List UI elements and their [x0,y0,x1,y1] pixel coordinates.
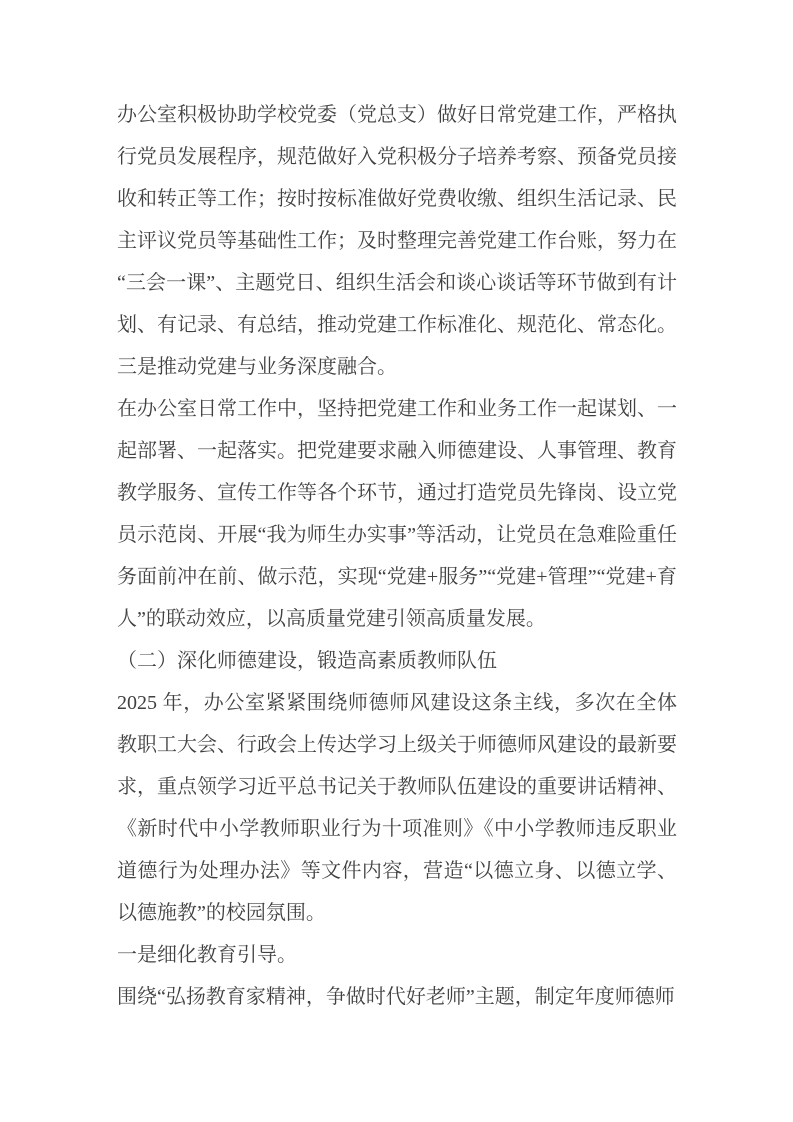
paragraph-section-heading-two: （二）深化师德建设，锻造高素质教师队伍 [117,650,497,672]
document-text-block [117,94,677,1018]
paragraph-educator-spirit-truncated: 围绕“弘扬教育家精神，争做时代好老师”主题，制定年度师德师 [117,986,675,1008]
paragraph-heading-third-point: 三是推动党建与业务深度融合。 [117,356,397,378]
paragraph-party-routine-work: 办公室积极协助学校党委（党总支）做好日常党建工作，严格执行党员发展程序，规范做好入党积极分子培养考察、预备党员接收和转正等工作；按时按标准做好党费收缴、组织生活记录、民主评议党员等基础性工作；及时整理完善党建工作台账，努力在“三会一课”、主题党日、组织生活会和谈心谈话等环节做到有计划、有记录、有总结，推动党建工作标准化、规范化、常态化。 [117,104,677,336]
paragraph-teacher-ethics-2025: 2025 年，办公室紧紧围绕师德师风建设这条主线，多次在全体教职工大会、行政会上传达学习上级关于师德师风建设的最新要求，重点领学习近平总书记关于教师队伍建设的重要讲话精神、《新时代中小学教师职业行为十项准则》《中小学教师违反职业道德行为处理办法》等文件内容，营造“以德立身、以德立学、以德施教”的校园氛围。 [117,692,677,924]
paragraph-heading-first-point: 一是细化教育引导。 [117,944,297,966]
paragraph-party-business-integration: 在办公室日常工作中，坚持把党建工作和业务工作一起谋划、一起部署、一起落实。把党建要求融入师德建设、人事管理、教育教学服务、宣传工作等各个环节，通过打造党员先锋岗、设立党员示范岗、开展“我为师生办实事”等活动，让党员在急难险重任务面前冲在前、做示范，实现“党建+服务”“党建+管理”“党建+育人”的联动效应，以高质量党建引领高质量发展。 [117,398,677,630]
